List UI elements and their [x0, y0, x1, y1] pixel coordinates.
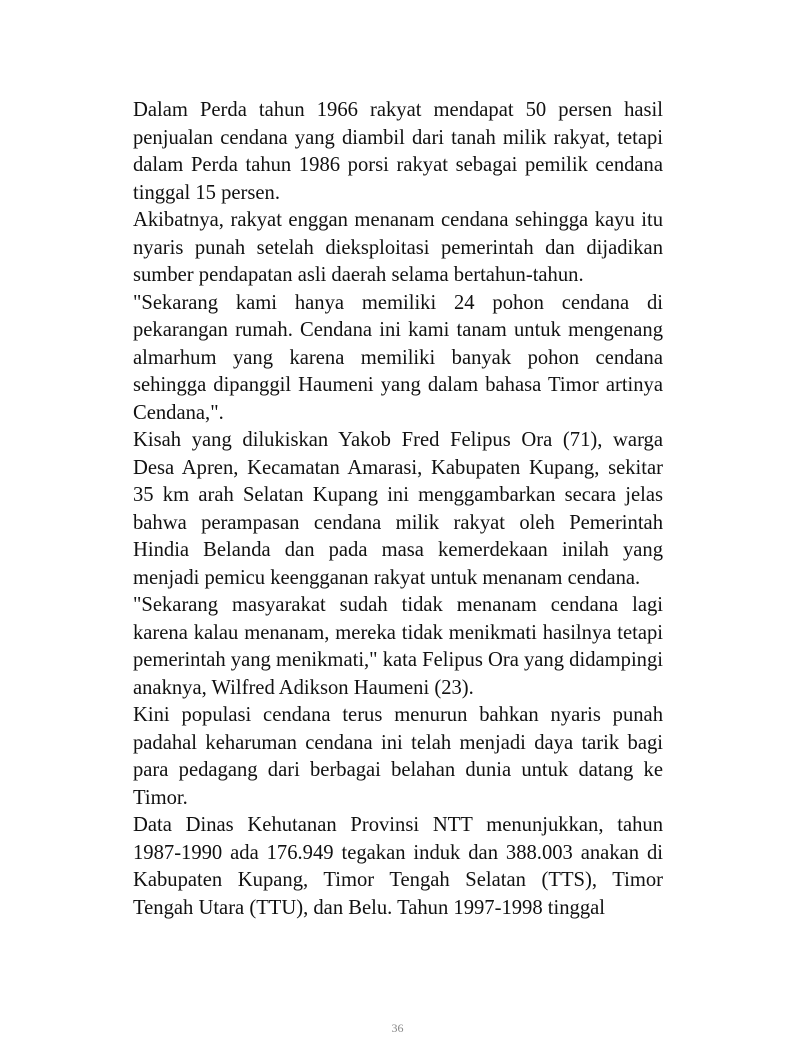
paragraph: Kini populasi cendana terus menurun bahkan nyaris punah padahal keharuman cendana ini telah menjadi daya tarik bagi para pedagang dari berbagai belahan dunia untuk datang ke Timor.: [133, 704, 663, 809]
paragraph: Dalam Perda tahun 1966 rakyat mendapat 50 persen hasil penjualan cendana yang diambil dari tanah milik rakyat, tetapi dalam Perda tahun 1986 porsi rakyat sebagai pemilik cendana tinggal 15 persen.: [133, 99, 663, 204]
paragraph: Data Dinas Kehutanan Provinsi NTT menunjukkan, tahun 1987-1990 ada 176.949 tegakan induk dan 388.003 anakan di Kabupaten Kupang, Timor Tengah Selatan (TTS), Timor Tengah Utara (TTU), dan Belu. Tahun 1997-1998 tinggal: [133, 814, 663, 919]
paragraph: "Sekarang kami hanya memiliki 24 pohon cendana di pekarangan rumah. Cendana ini kami tanam untuk mengenang almarhum yang karena memiliki banyak pohon cendana sehingga dipanggil Haumeni yang dalam bahasa Timor artinya Cendana,".: [133, 291, 663, 424]
page-number: 36: [391, 1021, 404, 1035]
body-text: [133, 97, 663, 922]
paragraph: Akibatnya, rakyat enggan menanam cendana sehingga kayu itu nyaris punah setelah dieksploitasi pemerintah dan dijadikan sumber pendapatan asli daerah selama bertahun-tahun.: [133, 209, 663, 286]
paragraph: "Sekarang masyarakat sudah tidak menanam cendana lagi karena kalau menanam, mereka tidak menikmati hasilnya tetapi pemerintah yang menikmati," kata Felipus Ora yang didampingi anaknya, Wilfred Adikson Haumeni (23).: [133, 594, 663, 699]
paragraph: Kisah yang dilukiskan Yakob Fred Felipus Ora (71), warga Desa Apren, Kecamatan Amarasi, Kabupaten Kupang, sekitar 35 km arah Selatan Kupang ini menggambarkan secara jelas bahwa perampasan cendana milik rakyat oleh Pemerintah Hindia Belanda dan pada masa kemerdekaan inilah yang menjadi pemicu keengganan rakyat untuk menanam cendana.: [133, 429, 663, 589]
